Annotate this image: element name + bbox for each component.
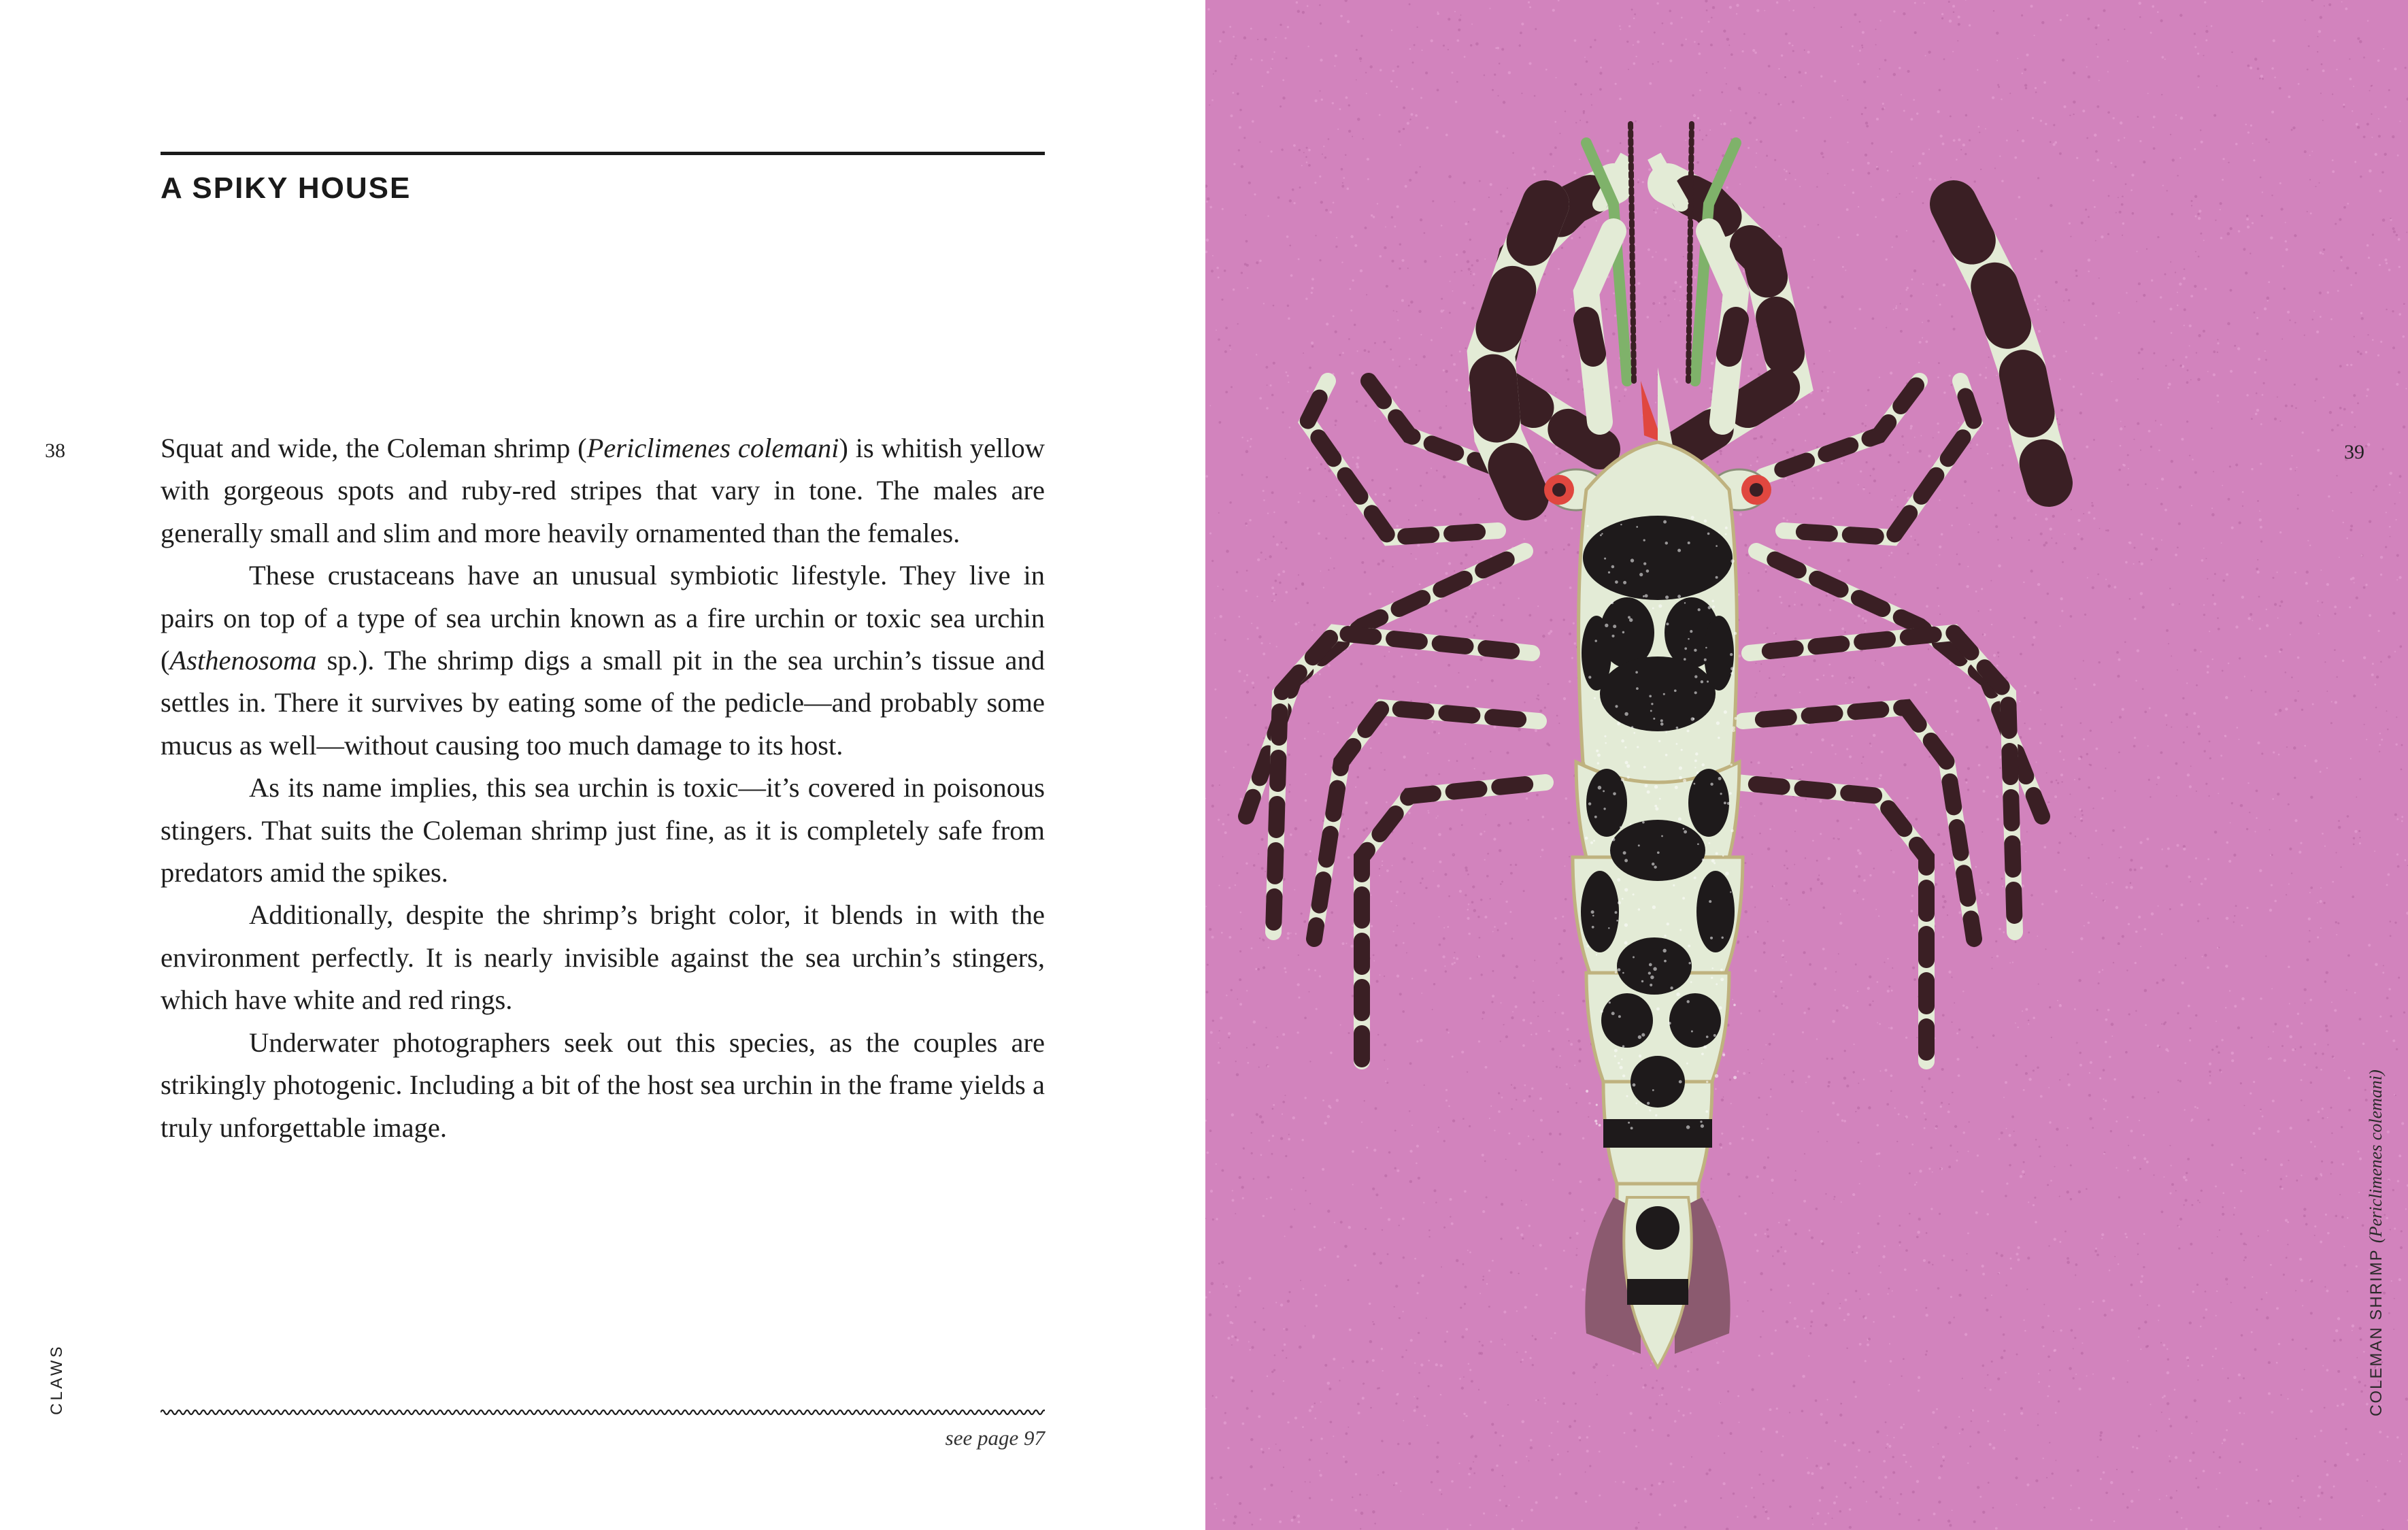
legs-right <box>1736 381 2042 1061</box>
abdomen <box>1573 762 1743 1238</box>
page-number-left: 38 <box>45 439 65 462</box>
caption-scientific-name: (Periclimenes colemani) <box>2366 1069 2386 1244</box>
body-paragraph <box>161 894 1045 1021</box>
illustration-caption <box>2366 1069 2386 1416</box>
body-paragraph <box>161 1022 1045 1149</box>
italic-term: Periclimenes colemani <box>586 433 839 463</box>
cross-reference: see page 97 <box>945 1426 1045 1450</box>
italic-term: Asthenosoma <box>169 645 317 676</box>
tail-fan <box>1585 1197 1730 1367</box>
page-title: A SPIKY HOUSE <box>161 171 412 205</box>
text-run: These crustaceans have an unusual symbiotic lifestyle. They live in pairs on top of a type of sea urchin known as a fire urchin or toxic sea urchin ( <box>161 560 1045 676</box>
page-number-right: 39 <box>2344 441 2364 463</box>
text-run: Additionally, despite the shrimp’s bright color, it blends in with the environment perfectly. It is nearly invisible against the sea urchin’s stingers, which have white and red rings. <box>161 899 1045 1016</box>
body-paragraph <box>161 427 1045 554</box>
right-page <box>1205 0 2408 1530</box>
title-rule <box>161 152 1045 155</box>
carapace <box>1579 442 1737 803</box>
text-run: ) is whitish yellow with gorgeous spots and ruby-red stripes that vary in tone. The males are generally small and slim and more heavily ornamented than the females. <box>161 433 1046 548</box>
coleman-shrimp-illustration <box>1205 0 2408 1530</box>
text-run: As its name implies, this sea urchin is toxic—it’s covered in poisonous stingers. That suits the Coleman shrimp just fine, as it is completely safe from predators amid the spikes. <box>161 772 1045 888</box>
text-run: Squat and wide, the Coleman shrimp ( <box>161 433 587 463</box>
text-run: Underwater photographers seek out this species, as the couples are strikingly photogenic. Including a bit of the host sea urchin in the frame yields a truly unforgettable image. <box>161 1027 1045 1143</box>
text-run: sp.). The shrimp digs a small pit in the sea urchin’s tissue and settles in. There it survives by eating some of the pedicle—and probably some mucus as well—without causing too much damage to its host. <box>161 645 1045 761</box>
body-paragraph <box>161 767 1045 894</box>
body-paragraph <box>161 554 1045 767</box>
body-text <box>161 427 1045 1149</box>
wavy-divider <box>161 1406 1045 1419</box>
caption-common-name: COLEMAN SHRIMP <box>2367 1248 2386 1416</box>
chapter-label: CLAWS <box>48 1344 66 1415</box>
